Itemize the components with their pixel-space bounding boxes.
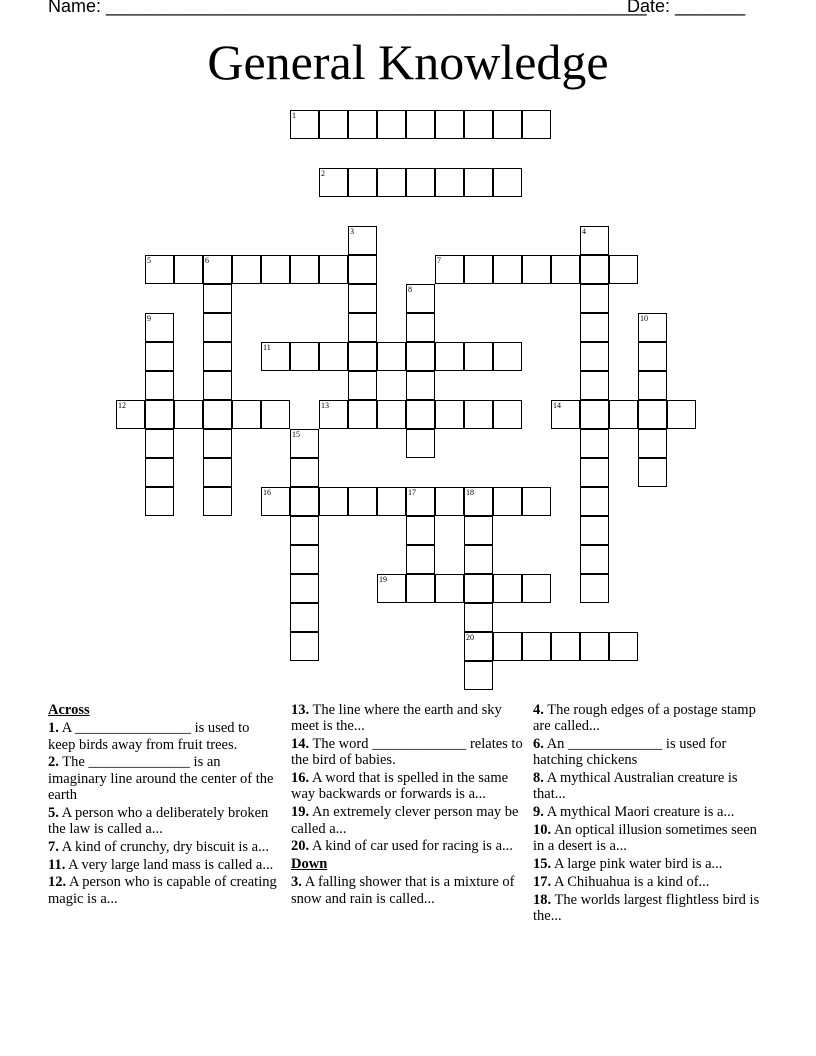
grid-cell[interactable] (406, 110, 435, 139)
grid-cell[interactable] (464, 110, 493, 139)
clue-down-18: 18. The worlds largest flightless bird is the... (533, 891, 760, 925)
grid-cell[interactable] (348, 371, 377, 400)
grid-cell[interactable] (435, 110, 464, 139)
grid-cell[interactable] (609, 400, 638, 429)
grid-cell[interactable] (435, 574, 464, 603)
grid-cell[interactable] (406, 545, 435, 574)
clue-column-3 (533, 702, 765, 926)
grid-cell[interactable] (493, 110, 522, 139)
clue-number: 6 (205, 256, 209, 265)
clue-down-4: 4. The rough edges of a postage stamp are called... (533, 702, 756, 735)
grid-cell[interactable] (319, 110, 348, 139)
grid-cell[interactable] (638, 371, 667, 400)
grid-cell[interactable] (203, 284, 232, 313)
grid-cell[interactable] (145, 487, 174, 516)
grid-cell[interactable] (551, 632, 580, 661)
grid-cell[interactable] (145, 400, 174, 429)
grid-cell[interactable] (435, 342, 464, 371)
grid-cell[interactable] (145, 458, 174, 487)
clue-number: 17 (408, 488, 416, 497)
grid-cell[interactable] (406, 487, 435, 516)
grid-cell[interactable] (145, 313, 174, 342)
grid-cell[interactable] (145, 255, 174, 284)
grid-cell[interactable] (290, 487, 319, 516)
grid-cell[interactable] (319, 255, 348, 284)
grid-cell[interactable] (261, 342, 290, 371)
grid-cell[interactable] (290, 429, 319, 458)
grid-cell[interactable] (580, 545, 609, 574)
grid-cell[interactable] (232, 255, 261, 284)
grid-cell[interactable] (406, 168, 435, 197)
grid-cell[interactable] (261, 400, 290, 429)
grid-cell[interactable] (290, 255, 319, 284)
grid-cell[interactable] (319, 400, 348, 429)
grid-cell[interactable] (261, 487, 290, 516)
grid-cell[interactable] (348, 284, 377, 313)
grid-cell[interactable] (580, 632, 609, 661)
grid-cell[interactable] (377, 487, 406, 516)
grid-cell[interactable] (174, 255, 203, 284)
clue-number: 5 (147, 256, 151, 265)
grid-cell[interactable] (203, 400, 232, 429)
grid-cell[interactable] (174, 400, 203, 429)
clue-number: 15 (292, 430, 300, 439)
grid-cell[interactable] (609, 255, 638, 284)
grid-cell[interactable] (435, 400, 464, 429)
clue-across-20: 20. A kind of car used for racing is a... (291, 838, 513, 855)
grid-cell[interactable] (435, 255, 464, 284)
grid-cell[interactable] (261, 255, 290, 284)
clue-number: 16 (263, 488, 271, 497)
grid-cell[interactable] (493, 342, 522, 371)
grid-cell[interactable] (377, 400, 406, 429)
clue-down-15: 15. A large pink water bird is a... (533, 856, 723, 873)
grid-cell[interactable] (348, 255, 377, 284)
grid-cell[interactable] (406, 574, 435, 603)
grid-cell[interactable] (290, 342, 319, 371)
grid-cell[interactable] (377, 110, 406, 139)
clue-across-19: 19. An extremely clever person may be called a... (291, 804, 519, 837)
clue-across-16: 16. A word that is spelled in the same way backwards or forwards is a... (291, 770, 509, 803)
clue-number: 14 (553, 401, 561, 410)
grid-cell[interactable] (522, 632, 551, 661)
clue-across-12: 12. A person who is capable of creating magic is a... (48, 874, 277, 907)
clue-across-11: 11. A very large land mass is called a... (48, 856, 274, 873)
grid-cell[interactable] (348, 168, 377, 197)
grid-cell[interactable] (638, 429, 667, 458)
grid-cell[interactable] (551, 400, 580, 429)
clue-column-1 (48, 702, 280, 909)
grid-cell[interactable] (551, 255, 580, 284)
grid-cell[interactable] (464, 603, 493, 632)
clue-number: 8 (408, 285, 412, 294)
grid-cell[interactable] (348, 400, 377, 429)
clue-down-6: 6. An _____________ is used for hatching chickens (533, 736, 727, 769)
grid-cell[interactable] (145, 371, 174, 400)
grid-cell[interactable] (464, 400, 493, 429)
grid-cell[interactable] (406, 400, 435, 429)
grid-cell[interactable] (493, 400, 522, 429)
clue-number: 19 (379, 575, 387, 584)
clue-down-10: 10. An optical illusion sometimes seen in a desert is a... (533, 822, 757, 855)
grid-cell[interactable] (319, 487, 348, 516)
grid-cell[interactable] (203, 371, 232, 400)
grid-cell[interactable] (203, 342, 232, 371)
grid-cell[interactable] (116, 400, 145, 429)
clue-number: 13 (321, 401, 329, 410)
grid-cell[interactable] (145, 429, 174, 458)
grid-cell[interactable] (580, 400, 609, 429)
grid-cell[interactable] (522, 487, 551, 516)
grid-cell[interactable] (638, 313, 667, 342)
date-field-label: Date: _______ (627, 0, 746, 16)
grid-cell[interactable] (203, 429, 232, 458)
grid-cell[interactable] (319, 168, 348, 197)
grid-cell[interactable] (290, 516, 319, 545)
clue-number: 7 (437, 256, 441, 265)
grid-cell[interactable] (667, 400, 696, 429)
grid-cell[interactable] (203, 313, 232, 342)
grid-cell[interactable] (406, 429, 435, 458)
clue-number: 1 (292, 111, 296, 120)
clue-down-3: 3. A falling shower that is a mixture of snow and rain is called... (291, 874, 515, 907)
page-title: General Knowledge (207, 34, 609, 90)
grid-cell[interactable] (580, 458, 609, 487)
down-heading: Down (291, 856, 328, 873)
grid-cell[interactable] (290, 110, 319, 139)
clue-number: 4 (582, 227, 586, 236)
grid-cell[interactable] (522, 574, 551, 603)
grid-cell[interactable] (348, 110, 377, 139)
clue-number: 9 (147, 314, 151, 323)
grid-cell[interactable] (580, 487, 609, 516)
grid-cell[interactable] (580, 429, 609, 458)
grid-cell[interactable] (580, 371, 609, 400)
clue-column-2 (291, 702, 523, 909)
grid-cell[interactable] (406, 284, 435, 313)
clue-number: 12 (118, 401, 126, 410)
clue-number: 18 (466, 488, 474, 497)
grid-cell[interactable] (464, 632, 493, 661)
grid-cell[interactable] (580, 574, 609, 603)
grid-cell[interactable] (580, 284, 609, 313)
grid-cell[interactable] (464, 516, 493, 545)
grid-cell[interactable] (580, 342, 609, 371)
grid-cell[interactable] (348, 342, 377, 371)
grid-cell[interactable] (377, 574, 406, 603)
grid-cell[interactable] (522, 110, 551, 139)
grid-cell[interactable] (435, 487, 464, 516)
clue-number: 11 (263, 343, 271, 352)
grid-cell[interactable] (464, 255, 493, 284)
grid-cell[interactable] (493, 255, 522, 284)
clue-across-7: 7. A kind of crunchy, dry biscuit is a... (48, 838, 269, 855)
grid-cell[interactable] (493, 168, 522, 197)
grid-cell[interactable] (145, 342, 174, 371)
grid-cell[interactable] (348, 313, 377, 342)
grid-cell[interactable] (348, 226, 377, 255)
clue-down-9: 9. A mythical Maori creature is a... (533, 804, 735, 821)
grid-cell[interactable] (203, 487, 232, 516)
grid-cell[interactable] (580, 313, 609, 342)
clue-down-8: 8. A mythical Australian creature is that... (533, 770, 738, 803)
clue-number: 10 (640, 314, 648, 323)
grid-cell[interactable] (348, 487, 377, 516)
clue-number: 20 (466, 633, 474, 642)
clue-number: 3 (350, 227, 354, 236)
grid-cell[interactable] (464, 661, 493, 690)
grid-cell[interactable] (406, 516, 435, 545)
clue-down-17: 17. A Chihuahua is a kind of... (533, 873, 710, 890)
grid-cell[interactable] (638, 400, 667, 429)
grid-cell[interactable] (464, 545, 493, 574)
clue-across-1: 1. A ________________ is used to keep birds away from fruit trees. (48, 720, 250, 753)
grid-cell[interactable] (580, 255, 609, 284)
grid-cell[interactable] (203, 458, 232, 487)
grid-cell[interactable] (290, 632, 319, 661)
grid-cell[interactable] (290, 458, 319, 487)
clue-number: 2 (321, 169, 325, 178)
grid-cell[interactable] (522, 255, 551, 284)
grid-cell[interactable] (464, 574, 493, 603)
grid-cell[interactable] (406, 313, 435, 342)
grid-cell[interactable] (377, 342, 406, 371)
grid-cell[interactable] (638, 342, 667, 371)
grid-cell[interactable] (638, 458, 667, 487)
grid-cell[interactable] (493, 574, 522, 603)
clue-across-5: 5. A person who a deliberately broken the law is called a... (48, 804, 269, 838)
grid-cell[interactable] (435, 168, 464, 197)
grid-cell[interactable] (290, 603, 319, 632)
grid-cell[interactable] (203, 255, 232, 284)
grid-cell[interactable] (406, 371, 435, 400)
grid-cell[interactable] (406, 342, 435, 371)
grid-cell[interactable] (464, 487, 493, 516)
grid-cell[interactable] (493, 632, 522, 661)
grid-cell[interactable] (290, 545, 319, 574)
grid-cell[interactable] (609, 632, 638, 661)
grid-cell[interactable] (464, 342, 493, 371)
grid-cell[interactable] (377, 168, 406, 197)
grid-cell[interactable] (580, 516, 609, 545)
grid-cell[interactable] (290, 574, 319, 603)
grid-cell[interactable] (232, 400, 261, 429)
grid-cell[interactable] (493, 487, 522, 516)
grid-cell[interactable] (319, 342, 348, 371)
name-field-label: Name: ______________________________________________________ (48, 0, 647, 16)
across-heading: Across (48, 702, 90, 718)
clue-across-2: 2. The ______________ is an imaginary line around the center of the earth (48, 754, 274, 803)
grid-cell[interactable] (580, 226, 609, 255)
clue-across-13: 13. The line where the earth and sky meet is the... (291, 702, 502, 735)
clue-across-14: 14. The word _____________ relates to the bird of babies. (291, 736, 523, 769)
grid-cell[interactable] (464, 168, 493, 197)
